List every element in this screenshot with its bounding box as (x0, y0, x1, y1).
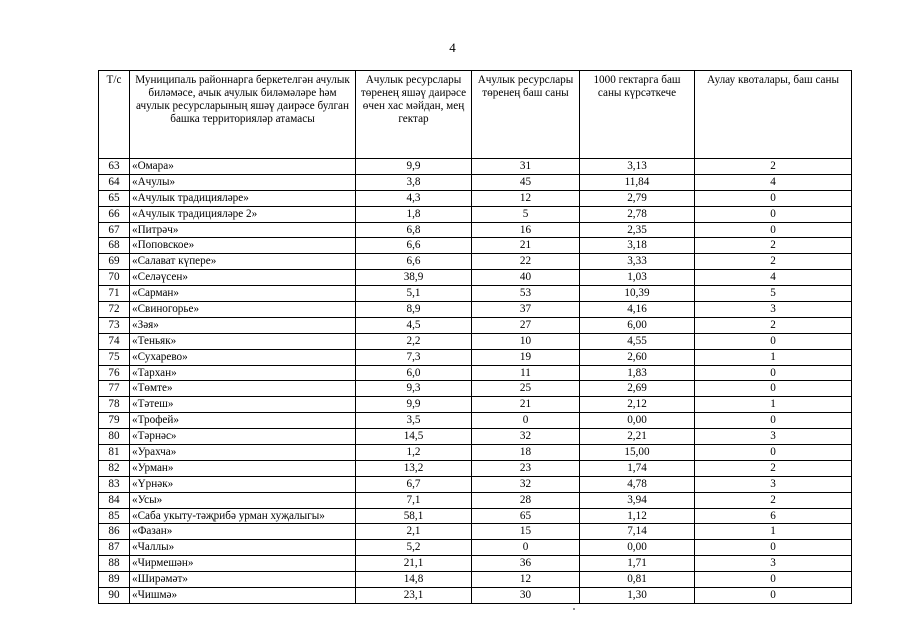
cell-density: 4,78 (580, 476, 695, 492)
cell-habitat-area: 2,2 (356, 333, 472, 349)
hunting-quota-table (98, 70, 852, 604)
cell-row-number: 63 (99, 159, 130, 175)
cell-habitat-area: 9,9 (356, 159, 472, 175)
cell-quota: 1 (695, 524, 852, 540)
cell-density: 1,30 (580, 588, 695, 604)
cell-territory-name: «Салават күпере» (130, 254, 356, 270)
cell-habitat-area: 58,1 (356, 508, 472, 524)
cell-row-number: 86 (99, 524, 130, 540)
cell-quota: 0 (695, 540, 852, 556)
table-row (99, 397, 852, 413)
cell-density: 2,21 (580, 429, 695, 445)
table-row (99, 524, 852, 540)
header-quota: Аулау квоталары, баш саны (695, 71, 852, 159)
cell-population: 30 (472, 588, 580, 604)
cell-population: 40 (472, 270, 580, 286)
cell-population: 27 (472, 317, 580, 333)
cell-population: 32 (472, 476, 580, 492)
cell-row-number: 82 (99, 460, 130, 476)
cell-territory-name: «Трофей» (130, 413, 356, 429)
cell-population: 0 (472, 413, 580, 429)
cell-density: 4,55 (580, 333, 695, 349)
table-row (99, 270, 852, 286)
table-row (99, 238, 852, 254)
table-row (99, 413, 852, 429)
cell-habitat-area: 6,8 (356, 222, 472, 238)
cell-habitat-area: 1,8 (356, 206, 472, 222)
cell-territory-name: «Зәя» (130, 317, 356, 333)
cell-territory-name: «Усы» (130, 492, 356, 508)
cell-quota: 2 (695, 254, 852, 270)
cell-quota: 5 (695, 286, 852, 302)
cell-quota: 0 (695, 588, 852, 604)
cell-row-number: 74 (99, 333, 130, 349)
cell-habitat-area: 5,2 (356, 540, 472, 556)
cell-quota: 3 (695, 302, 852, 318)
cell-territory-name: «Свиногорье» (130, 302, 356, 318)
cell-habitat-area: 6,7 (356, 476, 472, 492)
cell-density: 0,81 (580, 572, 695, 588)
header-density: 1000 гектарга баш саны күрсәткече (580, 71, 695, 159)
table-row (99, 190, 852, 206)
cell-habitat-area: 3,8 (356, 174, 472, 190)
cell-quota: 2 (695, 159, 852, 175)
cell-territory-name: «Омара» (130, 159, 356, 175)
cell-quota: 6 (695, 508, 852, 524)
cell-row-number: 85 (99, 508, 130, 524)
cell-territory-name: «Ширәмәт» (130, 572, 356, 588)
cell-population: 0 (472, 540, 580, 556)
cell-row-number: 79 (99, 413, 130, 429)
cell-density: 15,00 (580, 445, 695, 461)
cell-population: 12 (472, 572, 580, 588)
table-row (99, 286, 852, 302)
cell-territory-name: «Ачулык традицияләре» (130, 190, 356, 206)
cell-territory-name: «Селәүсен» (130, 270, 356, 286)
cell-row-number: 83 (99, 476, 130, 492)
cell-population: 21 (472, 397, 580, 413)
cell-density: 1,83 (580, 365, 695, 381)
cell-density: 2,69 (580, 381, 695, 397)
table-row (99, 492, 852, 508)
table-body (99, 159, 852, 604)
cell-density: 1,12 (580, 508, 695, 524)
header-row-number: Т/с (99, 71, 130, 159)
cell-density: 3,18 (580, 238, 695, 254)
cell-habitat-area: 6,6 (356, 238, 472, 254)
table-row (99, 365, 852, 381)
cell-row-number: 77 (99, 381, 130, 397)
cell-habitat-area: 4,3 (356, 190, 472, 206)
table-row (99, 381, 852, 397)
cell-territory-name: «Теньяк» (130, 333, 356, 349)
cell-quota: 3 (695, 429, 852, 445)
cell-territory-name: «Тархан» (130, 365, 356, 381)
cell-population: 32 (472, 429, 580, 445)
cell-row-number: 66 (99, 206, 130, 222)
cell-density: 7,14 (580, 524, 695, 540)
cell-row-number: 73 (99, 317, 130, 333)
table-row (99, 476, 852, 492)
cell-territory-name: «Поповское» (130, 238, 356, 254)
cell-population: 23 (472, 460, 580, 476)
cell-row-number: 65 (99, 190, 130, 206)
page-number: 4 (449, 40, 456, 55)
cell-density: 0,00 (580, 540, 695, 556)
cell-territory-name: «Тәрнәс» (130, 429, 356, 445)
cell-row-number: 80 (99, 429, 130, 445)
cell-row-number: 68 (99, 238, 130, 254)
table-row (99, 445, 852, 461)
cell-territory-name: «Чишмә» (130, 588, 356, 604)
cell-habitat-area: 9,9 (356, 397, 472, 413)
cell-row-number: 78 (99, 397, 130, 413)
table-row (99, 460, 852, 476)
scan-speck (573, 608, 575, 610)
cell-density: 3,94 (580, 492, 695, 508)
cell-territory-name: «Төмте» (130, 381, 356, 397)
cell-population: 65 (472, 508, 580, 524)
cell-row-number: 89 (99, 572, 130, 588)
cell-territory-name: «Урахча» (130, 445, 356, 461)
cell-quota: 0 (695, 365, 852, 381)
cell-population: 36 (472, 556, 580, 572)
cell-row-number: 72 (99, 302, 130, 318)
cell-row-number: 90 (99, 588, 130, 604)
cell-habitat-area: 7,3 (356, 349, 472, 365)
cell-density: 11,84 (580, 174, 695, 190)
table-row (99, 429, 852, 445)
cell-habitat-area: 4,5 (356, 317, 472, 333)
cell-density: 1,71 (580, 556, 695, 572)
cell-territory-name: «Чирмешән» (130, 556, 356, 572)
cell-territory-name: «Урман» (130, 460, 356, 476)
cell-quota: 2 (695, 460, 852, 476)
cell-territory-name: «Сарман» (130, 286, 356, 302)
cell-quota: 1 (695, 349, 852, 365)
header-population: Ачулык ресурслары төренең баш саны (472, 71, 580, 159)
cell-territory-name: «Ачулы» (130, 174, 356, 190)
cell-population: 21 (472, 238, 580, 254)
cell-density: 3,33 (580, 254, 695, 270)
table-row (99, 349, 852, 365)
cell-row-number: 75 (99, 349, 130, 365)
cell-density: 2,79 (580, 190, 695, 206)
cell-population: 45 (472, 174, 580, 190)
header-habitat-area: Ачулык ресурслары төренең яшәү даирәсе өчен хас мәйдан, мең гектар (356, 71, 472, 159)
cell-row-number: 71 (99, 286, 130, 302)
table-row (99, 540, 852, 556)
cell-territory-name: «Тәтеш» (130, 397, 356, 413)
cell-territory-name: «Сухарево» (130, 349, 356, 365)
cell-habitat-area: 7,1 (356, 492, 472, 508)
cell-quota: 2 (695, 317, 852, 333)
cell-density: 2,12 (580, 397, 695, 413)
table-row (99, 572, 852, 588)
cell-territory-name: «Ачулык традицияләре 2» (130, 206, 356, 222)
cell-population: 31 (472, 159, 580, 175)
table-row (99, 333, 852, 349)
cell-habitat-area: 5,1 (356, 286, 472, 302)
cell-habitat-area: 23,1 (356, 588, 472, 604)
cell-population: 19 (472, 349, 580, 365)
table-row (99, 556, 852, 572)
table-row (99, 174, 852, 190)
cell-quota: 0 (695, 572, 852, 588)
cell-habitat-area: 3,5 (356, 413, 472, 429)
cell-habitat-area: 9,3 (356, 381, 472, 397)
cell-quota: 3 (695, 476, 852, 492)
cell-quota: 0 (695, 333, 852, 349)
cell-row-number: 88 (99, 556, 130, 572)
cell-habitat-area: 13,2 (356, 460, 472, 476)
cell-territory-name: «Фазан» (130, 524, 356, 540)
cell-row-number: 76 (99, 365, 130, 381)
cell-population: 53 (472, 286, 580, 302)
cell-quota: 4 (695, 174, 852, 190)
cell-quota: 0 (695, 206, 852, 222)
cell-population: 16 (472, 222, 580, 238)
cell-row-number: 67 (99, 222, 130, 238)
cell-quota: 0 (695, 381, 852, 397)
header-territory-name: Муниципаль районнарга беркетелгән ачулык биләмәсе, ачык ачулык биләмәләре һәм ачулык ресурсларының яшәү даирәсе булган башка территорияләр атамасы (130, 71, 356, 159)
cell-territory-name: «Чаллы» (130, 540, 356, 556)
table-row (99, 508, 852, 524)
cell-density: 1,74 (580, 460, 695, 476)
cell-population: 15 (472, 524, 580, 540)
table-row (99, 222, 852, 238)
cell-population: 22 (472, 254, 580, 270)
cell-habitat-area: 8,9 (356, 302, 472, 318)
table-header-row (99, 71, 852, 159)
table-row (99, 254, 852, 270)
cell-territory-name: «Үрнәк» (130, 476, 356, 492)
cell-density: 0,00 (580, 413, 695, 429)
table-row (99, 206, 852, 222)
table-row (99, 588, 852, 604)
table-row (99, 317, 852, 333)
cell-row-number: 64 (99, 174, 130, 190)
cell-population: 5 (472, 206, 580, 222)
cell-quota: 2 (695, 492, 852, 508)
cell-territory-name: «Питрәч» (130, 222, 356, 238)
cell-density: 2,60 (580, 349, 695, 365)
cell-habitat-area: 21,1 (356, 556, 472, 572)
cell-row-number: 70 (99, 270, 130, 286)
cell-habitat-area: 14,8 (356, 572, 472, 588)
cell-quota: 2 (695, 238, 852, 254)
cell-row-number: 69 (99, 254, 130, 270)
cell-density: 2,78 (580, 206, 695, 222)
cell-density: 6,00 (580, 317, 695, 333)
cell-habitat-area: 14,5 (356, 429, 472, 445)
cell-habitat-area: 1,2 (356, 445, 472, 461)
cell-quota: 3 (695, 556, 852, 572)
cell-habitat-area: 38,9 (356, 270, 472, 286)
cell-population: 25 (472, 381, 580, 397)
cell-population: 11 (472, 365, 580, 381)
cell-territory-name: «Саба укыту-тәҗрибә урман хуҗалыгы» (130, 508, 356, 524)
cell-habitat-area: 6,6 (356, 254, 472, 270)
cell-row-number: 81 (99, 445, 130, 461)
cell-quota: 0 (695, 445, 852, 461)
cell-quota: 1 (695, 397, 852, 413)
cell-density: 2,35 (580, 222, 695, 238)
table-row (99, 302, 852, 318)
cell-density: 3,13 (580, 159, 695, 175)
cell-quota: 0 (695, 190, 852, 206)
cell-habitat-area: 6,0 (356, 365, 472, 381)
cell-density: 4,16 (580, 302, 695, 318)
cell-population: 12 (472, 190, 580, 206)
cell-quota: 0 (695, 222, 852, 238)
cell-quota: 4 (695, 270, 852, 286)
cell-row-number: 87 (99, 540, 130, 556)
table-row (99, 159, 852, 175)
cell-density: 1,03 (580, 270, 695, 286)
cell-population: 37 (472, 302, 580, 318)
cell-density: 10,39 (580, 286, 695, 302)
cell-population: 10 (472, 333, 580, 349)
cell-population: 18 (472, 445, 580, 461)
cell-quota: 0 (695, 413, 852, 429)
cell-habitat-area: 2,1 (356, 524, 472, 540)
cell-row-number: 84 (99, 492, 130, 508)
cell-population: 28 (472, 492, 580, 508)
